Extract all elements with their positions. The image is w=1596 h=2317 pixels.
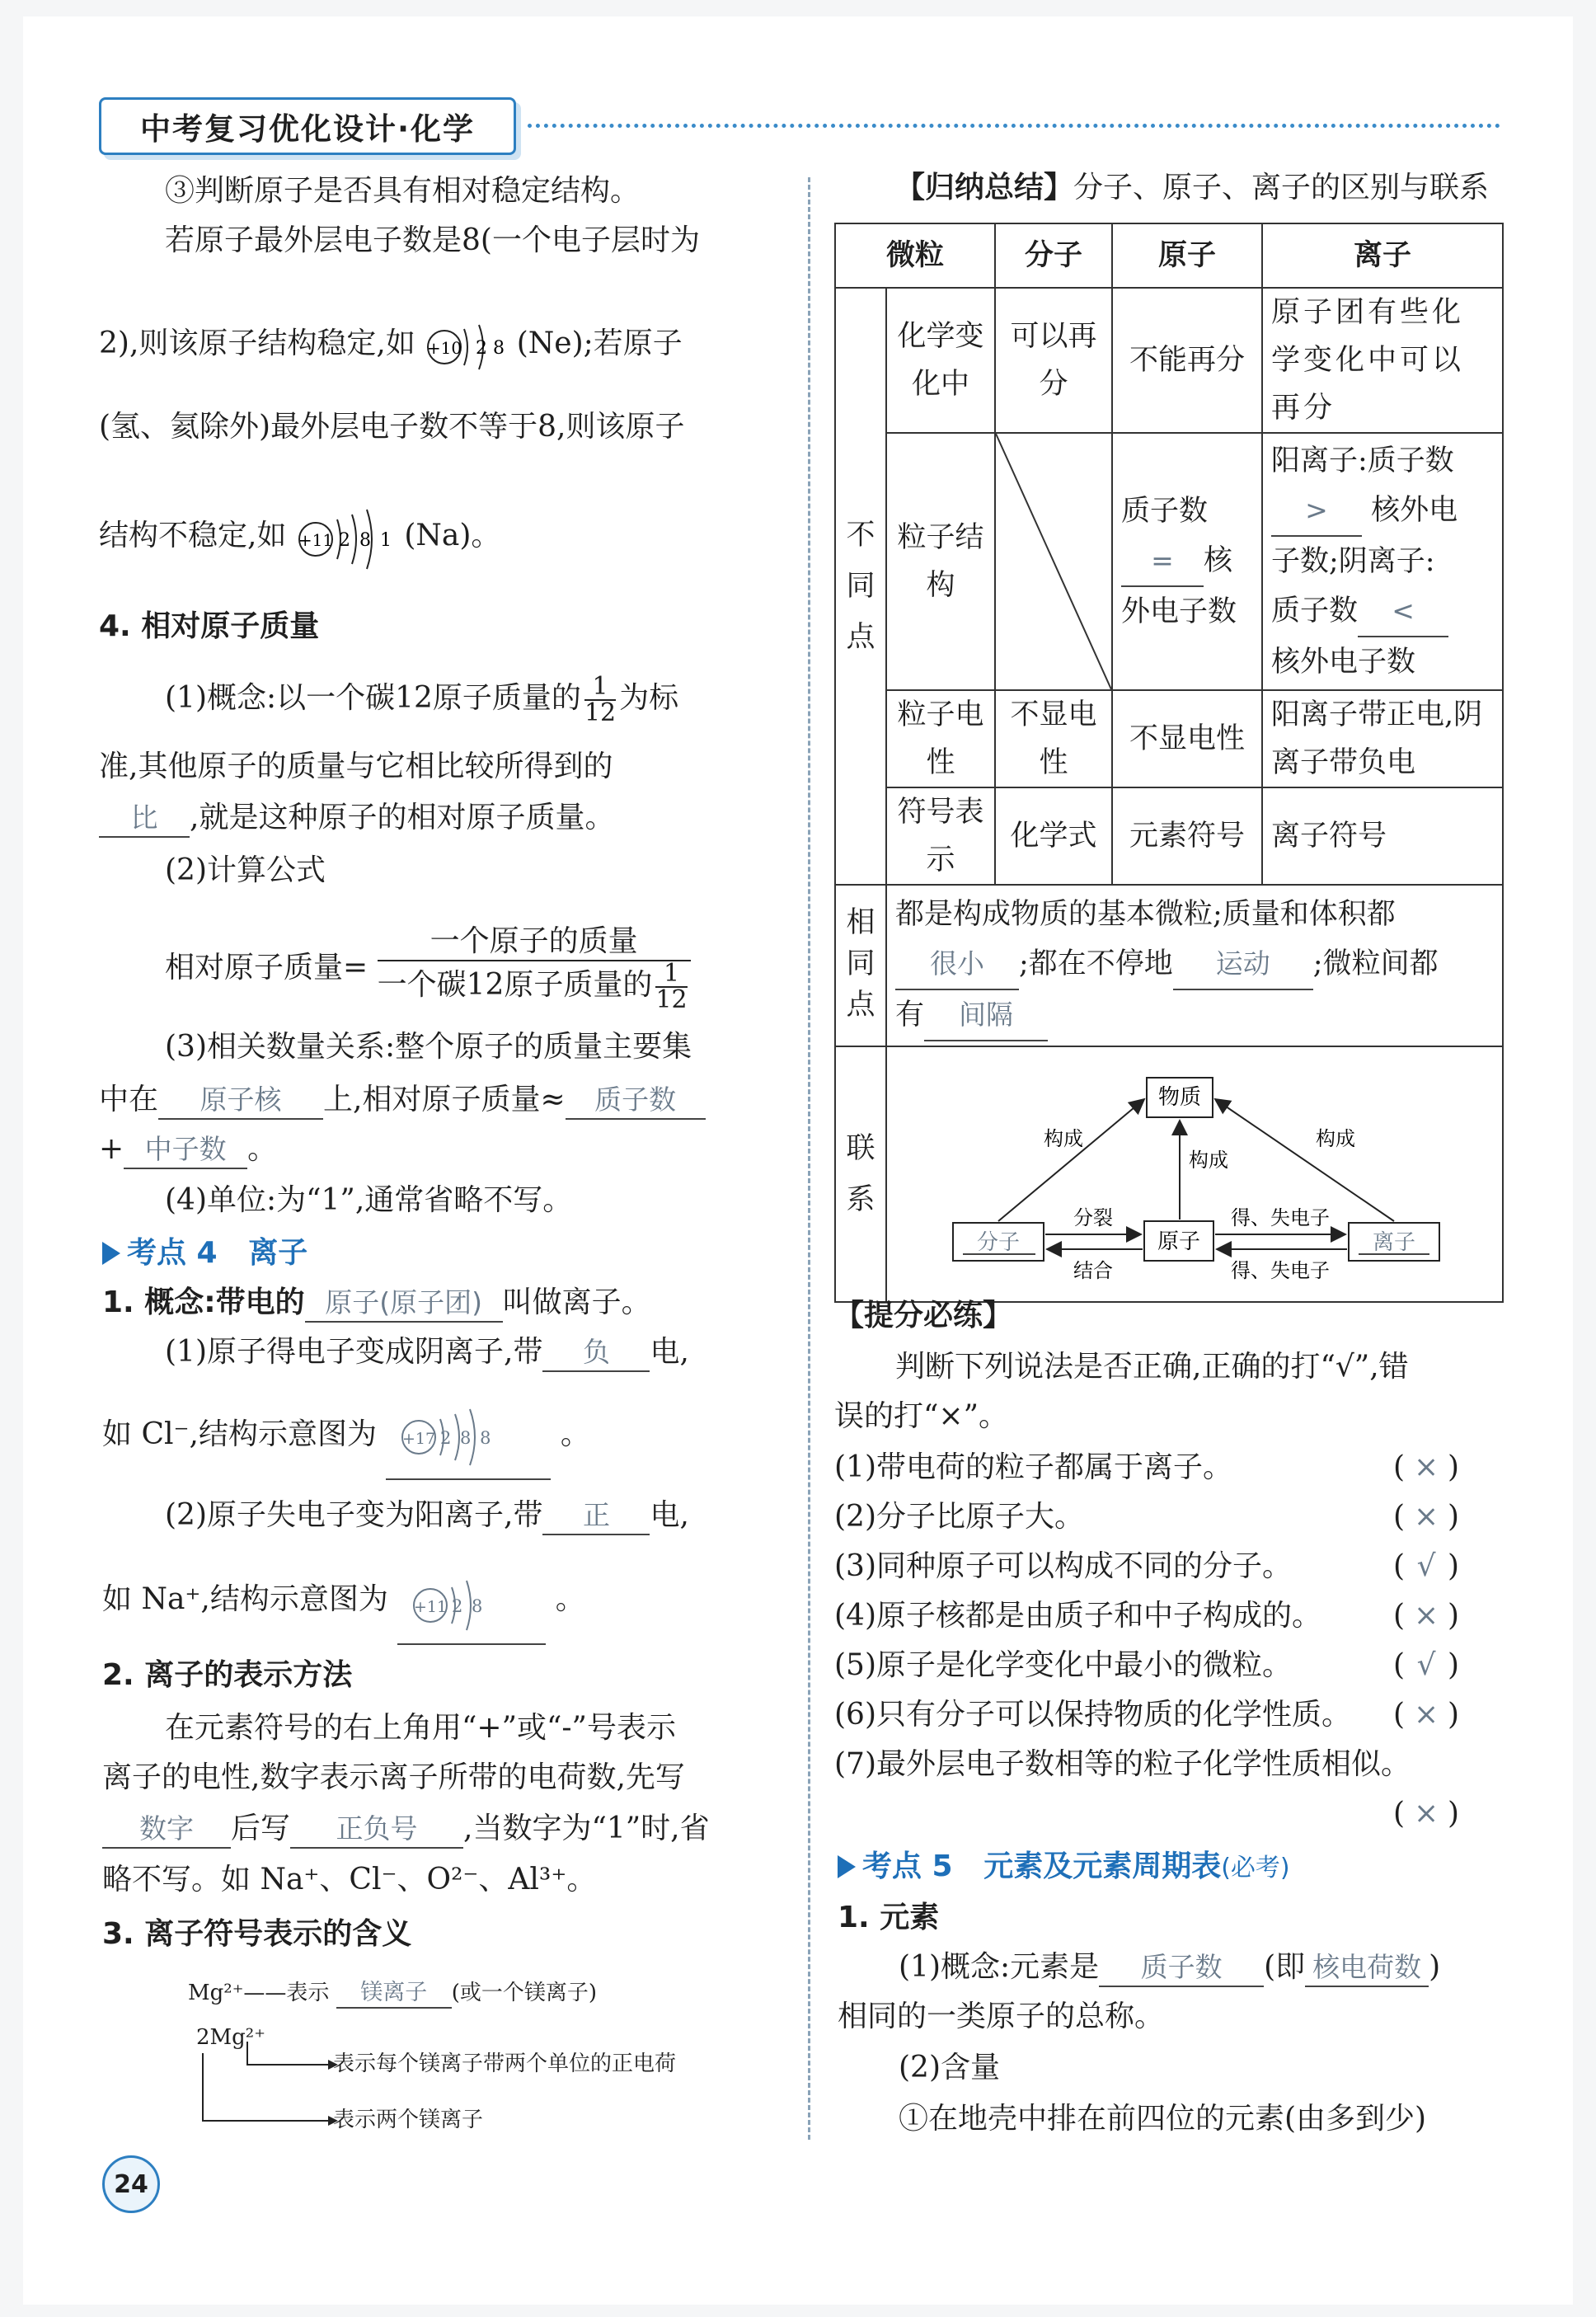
- label-gain-lose-bottom: 得、失电子: [1231, 1259, 1330, 1282]
- row-charge-molecule: 不显电性: [995, 690, 1112, 787]
- practice-item-5-answer: ( √ ): [1393, 1648, 1460, 1682]
- practice-item-3: (3)同种原子可以构成不同的分子。: [834, 1549, 1292, 1583]
- node-substance-label: 物质: [1157, 1085, 1202, 1110]
- label-compose-right: 构成: [1316, 1127, 1355, 1150]
- left-p2d: 结构不稳定,如 +11 2 8 1 (Na)。: [99, 505, 500, 571]
- practice-item-5: (5)原子是化学变化中最小的微粒。: [834, 1648, 1292, 1682]
- ion-cation: (2)原子失电子变为阳离子,带 正 电,: [165, 1497, 689, 1535]
- answer-nucleus: 原子核: [158, 1082, 323, 1120]
- row-chem-change-atom: 不能再分: [1112, 288, 1262, 433]
- element-crust: ①在地壳中排在前四位的元素(由多到少): [899, 2102, 1427, 2136]
- na-ion-shells-label: 2 8: [452, 1596, 485, 1616]
- label-gain-lose-top: 得、失电子: [1231, 1206, 1330, 1229]
- left-s4-3b: 中在 原子核 上,相对原子质量≈ 质子数: [99, 1082, 706, 1120]
- row-charge-atom: 不显电性: [1112, 690, 1262, 787]
- answer-atom-or-group: 原子(原子团): [305, 1285, 503, 1323]
- arrow-ion-to-substance: [1215, 1099, 1394, 1221]
- left-p1: ③判断原子是否具有相对稳定结构。: [165, 174, 641, 208]
- left-s4-2: (2)计算公式: [165, 853, 326, 887]
- triangle-marker-icon: [102, 1242, 120, 1265]
- answer-motion: 运动: [1173, 939, 1313, 990]
- practice-item-3-answer: ( √ ): [1393, 1549, 1460, 1583]
- triangle-marker-icon: [838, 1855, 856, 1878]
- mg2-meaning-charge: 表示每个镁离子带两个单位的正电荷: [333, 2051, 677, 2076]
- chloride-ion-diagram: [386, 1404, 501, 1478]
- header-title: 中考复习优化设计·化学: [99, 97, 516, 155]
- ion-concept: 1. 概念:带电的 原子(原子团) 叫做离子。: [102, 1285, 651, 1323]
- answer-equal: =: [1121, 536, 1204, 587]
- ion-notation-b: 离子的电性,数字表示离子所带的电荷数,先写: [102, 1760, 685, 1794]
- answer-gap: 间隔: [924, 990, 1048, 1041]
- label-compose-mid: 构成: [1189, 1149, 1228, 1172]
- practice-item-7: (7)最外层电子数相等的粒子化学性质相似。: [834, 1747, 1411, 1781]
- answer-neutron-number: 中子数: [124, 1131, 247, 1169]
- answer-proton-number-2: 质子数: [1099, 1949, 1264, 1987]
- mg2-bracket-arrows: [198, 2037, 338, 2127]
- kaodian-5-heading: 考点 5 元素及元素周期表(必考): [838, 1849, 1290, 1887]
- practice-item-4-answer: ( × ): [1393, 1599, 1460, 1633]
- row-structure-ion: 阳离子:质子数 > 核外电 子数;阴离子: 质子数 < 核外电子数: [1262, 433, 1503, 690]
- neon-atom-diagram: [425, 317, 507, 374]
- node-ion-label: 离子: [1372, 1230, 1416, 1255]
- node-molecule-label: 分子: [976, 1230, 1021, 1255]
- th-molecule: 分子: [995, 223, 1112, 288]
- element-title: 1. 元素: [838, 1901, 940, 1934]
- element-concept: (1)概念:元素是 质子数 (即 核电荷数 ): [899, 1949, 1440, 1987]
- practice-item-1-answer: ( × ): [1393, 1450, 1460, 1484]
- left-s4-1a: (1)概念:以一个碳12原子质量的 $\frac{1}{12}$ 为标: [165, 672, 679, 727]
- left-s4-1c: 比 ,就是这种原子的相对原子质量。: [99, 800, 614, 838]
- practice-item-2-answer: ( × ): [1393, 1500, 1460, 1534]
- practice-item-7-answer: ( × ): [1393, 1797, 1460, 1831]
- ion-anion: (1)原子得电子变成阴离子,带 负 电,: [165, 1334, 689, 1372]
- row-chem-change-label: 化学变化中: [886, 288, 995, 433]
- ion-notation-title: 2. 离子的表示方法: [102, 1658, 353, 1692]
- label-combine: 结合: [1073, 1259, 1113, 1282]
- diff-label: 不同点: [835, 288, 886, 885]
- answer-number: 数字: [102, 1811, 231, 1849]
- mg2-symbol: 2Mg²⁺: [196, 2025, 265, 2050]
- left-p2c: (氢、氦除外)最外层电子数不等于8,则该原子: [99, 410, 685, 444]
- answer-greater: >: [1271, 486, 1362, 537]
- comparison-table: [834, 223, 1504, 1303]
- left-s4-3a: (3)相关数量关系:整个原子的质量主要集: [165, 1030, 692, 1064]
- fraction-one-twelfth: $\frac{1}{12}$: [584, 672, 617, 727]
- left-p2b: 2),则该原子结构稳定,如 +10 2 8 (Ne);若原子: [99, 317, 683, 374]
- answer-proton-number: 质子数: [566, 1082, 706, 1120]
- practice-item-6: (6)只有分子可以保持物质的化学性质。: [834, 1698, 1351, 1732]
- element-content: (2)含量: [899, 2051, 1000, 2084]
- sodium-ion-diagram: [397, 1569, 505, 1643]
- element-concept-b: 相同的一类原子的总称。: [838, 2000, 1165, 2033]
- th-particle: 微粒: [835, 223, 995, 288]
- cl-shells-label: 2 8 8: [440, 1428, 493, 1448]
- diagonal-slash: [996, 434, 1111, 689]
- answer-negative: 负: [542, 1334, 650, 1372]
- summary-heading: 【归纳总结】分子、原子、离子的区别与联系: [895, 171, 1490, 204]
- kaodian-4-heading: 考点 4 离子: [102, 1235, 307, 1271]
- row-symbol-label: 符号表示: [886, 787, 995, 885]
- row-charge-label: 粒子电性: [886, 690, 995, 787]
- na-nucleus-label: +11: [298, 530, 334, 550]
- answer-nuclear-charge: 核电荷数: [1305, 1949, 1429, 1987]
- th-ion: 离子: [1262, 223, 1503, 288]
- row-charge-ion: 阳离子带正电,阴离子带负电: [1262, 690, 1503, 787]
- practice-heading: 【提分必练】: [834, 1299, 1013, 1332]
- node-atom-label: 原子: [1157, 1229, 1201, 1254]
- mg-ion-meaning: Mg²⁺——表示 镁离子 (或一个镁离子): [188, 1979, 597, 2009]
- ne-shells-label: 2 8: [476, 338, 505, 359]
- practice-item-6-answer: ( × ): [1393, 1698, 1460, 1732]
- row-symbol-molecule: 化学式: [995, 787, 1112, 885]
- row-symbol-ion: 离子符号: [1262, 787, 1503, 885]
- header-dotted-rule: [528, 124, 1500, 128]
- row-chem-change-ion: 原子团有些化学变化中可以再分: [1262, 288, 1503, 433]
- left-s4-4: (4)单位:为“1”,通常省略不写。: [165, 1183, 573, 1217]
- left-s4-1b: 准,其他原子的质量与它相比较所得到的: [99, 750, 613, 783]
- ne-nucleus-label: +10: [427, 338, 462, 358]
- answer-less: <: [1358, 586, 1448, 637]
- row-structure-atom: 质子数 = 核 外电子数: [1112, 433, 1262, 690]
- ion-cl-diagram-line: 如 Cl⁻,结构示意图为 +17 2 8 8 。: [102, 1402, 590, 1480]
- row-symbol-atom: 元素符号: [1112, 787, 1262, 885]
- practice-intro-b: 误的打“×”。: [834, 1399, 1008, 1433]
- ion-meaning-title: 3. 离子符号表示的含义: [102, 1917, 412, 1951]
- na-ion-nucleus-label: +11: [414, 1598, 448, 1616]
- section-relative-atomic-mass: 4. 相对原子质量: [99, 609, 320, 643]
- mg2-meaning-count: 表示两个镁离子: [333, 2108, 484, 2132]
- ion-notation-c: 数字 后写 正负号 ,当数字为“1”时,省: [102, 1811, 710, 1849]
- th-atom: 原子: [1112, 223, 1262, 288]
- row-structure-label: 粒子结构: [886, 433, 995, 690]
- na-shells-label: 2 8 1: [338, 530, 393, 551]
- row-structure-molecule-empty: [995, 433, 1112, 690]
- answer-magnesium-ion: 镁离子: [336, 1979, 452, 2009]
- practice-item-4: (4)原子核都是由质子和中子构成的。: [834, 1599, 1321, 1633]
- link-diagram-cell: [886, 1046, 1503, 1302]
- left-s4-3c: + 中子数 。: [99, 1131, 277, 1169]
- cl-nucleus-label: +17: [402, 1430, 436, 1448]
- row-chem-change-molecule: 可以再分: [995, 288, 1112, 433]
- practice-intro-a: 判断下列说法是否正确,正确的打“√”,错: [895, 1350, 1409, 1384]
- answer-very-small: 很小: [895, 939, 1019, 990]
- relative-mass-formula: 相对原子质量= 一个原子的质量 一个碳12原子质量的 $\frac{1}{12}$: [165, 924, 691, 1013]
- column-divider: [808, 177, 810, 2140]
- answer-positive: 正: [542, 1497, 650, 1535]
- same-content: 都是构成物质的基本微粒;质量和体积都 很小 ;都在不停地 运动 ;微粒间都 有 间隔: [886, 885, 1503, 1046]
- same-label: 相同点: [835, 885, 886, 1046]
- arrow-molecule-to-substance: [998, 1099, 1144, 1221]
- particle-relation-diagram: [887, 1048, 1497, 1300]
- sodium-atom-diagram: [296, 505, 395, 571]
- practice-item-2: (2)分子比原子大。: [834, 1500, 1084, 1534]
- left-p2a: 若原子最外层电子数是8(一个电子层时为: [165, 223, 700, 257]
- label-split: 分裂: [1073, 1206, 1113, 1229]
- label-compose-left: 构成: [1044, 1127, 1083, 1150]
- answer-ratio: 比: [99, 800, 190, 838]
- ion-notation-d: 略不写。如 Na⁺、Cl⁻、O²⁻、Al³⁺。: [102, 1863, 597, 1896]
- answer-sign: 正负号: [290, 1811, 463, 1849]
- ion-na-diagram-line: 如 Na⁺,结构示意图为 +11 2 8 。: [102, 1567, 585, 1645]
- practice-item-1: (1)带电荷的粒子都属于离子。: [834, 1450, 1232, 1484]
- ion-notation-a: 在元素符号的右上角用“+”或“-”号表示: [165, 1711, 676, 1745]
- link-label: 联系: [835, 1046, 886, 1302]
- page-number: 24: [102, 2155, 160, 2213]
